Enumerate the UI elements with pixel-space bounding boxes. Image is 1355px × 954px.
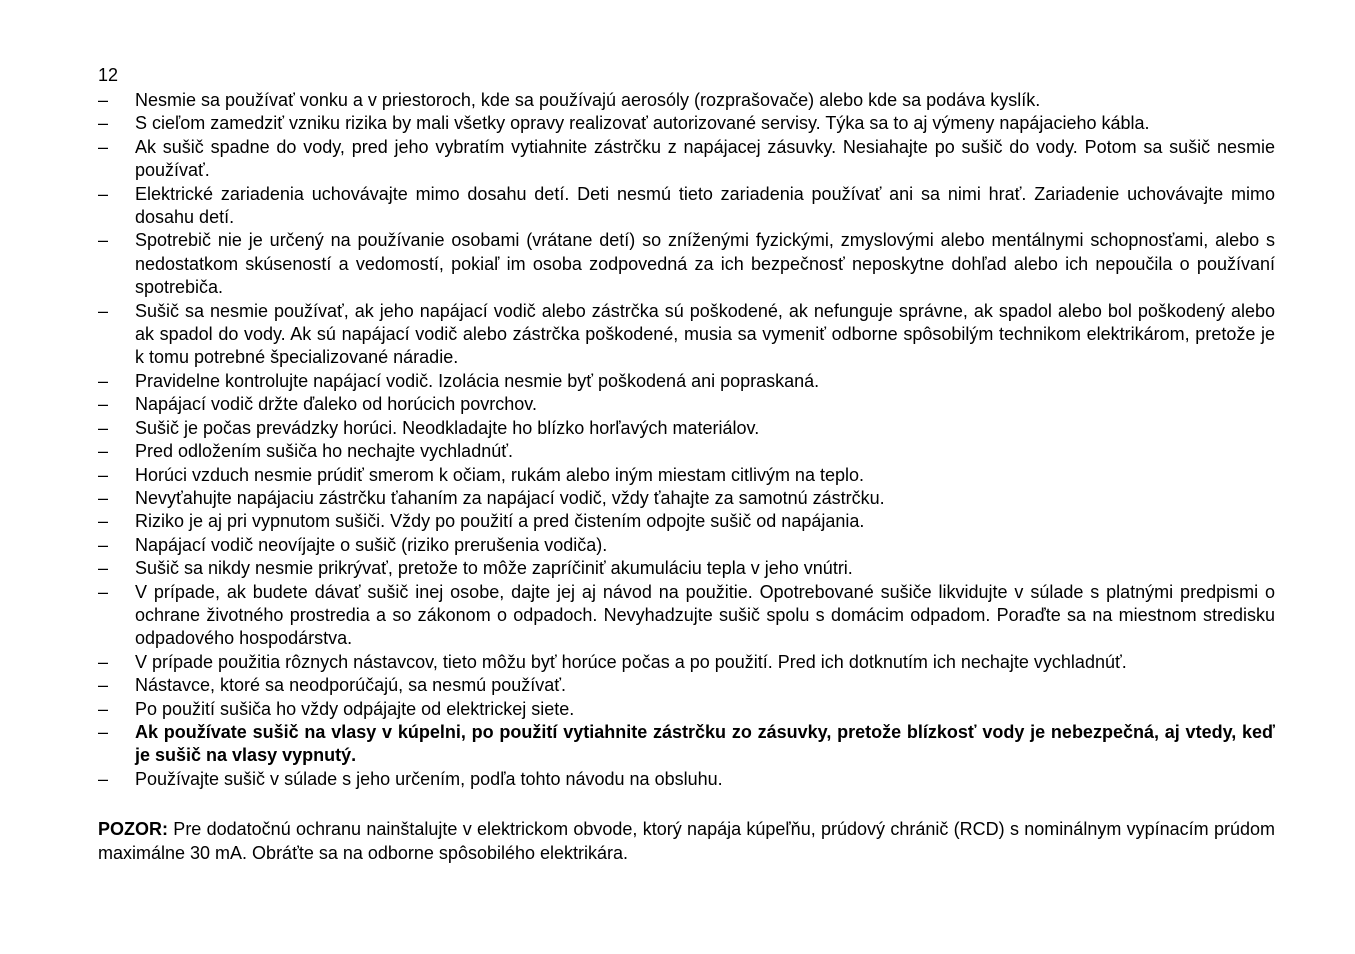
list-item — [98, 112, 1275, 135]
dash-bullet-icon: – — [98, 370, 109, 391]
list-item-text: Ak sušič spadne do vody, pred jeho vybratím vytiahnite zástrčku z napájacej zásuvky. Nesiahajte po sušič do vody. Potom sa sušič nesmie používať. — [135, 136, 1275, 181]
list-item — [98, 300, 1275, 370]
list-item — [98, 768, 1275, 791]
list-item — [98, 89, 1275, 112]
list-item-text: Sušič je počas prevádzky horúci. Neodkladajte ho blízko horľavých materiálov. — [135, 417, 760, 438]
list-item-text: Napájací vodič neovíjajte o sušič (riziko prerušenia vodiča). — [135, 534, 608, 555]
dash-bullet-icon: – — [98, 534, 109, 555]
list-item-text: Pred odložením sušiča ho nechajte vychladnúť. — [135, 441, 513, 462]
list-item-text: Po použití sušiča ho vždy odpájajte od elektrickej siete. — [135, 698, 575, 719]
list-item — [98, 183, 1275, 230]
list-item-text: Pravidelne kontrolujte napájací vodič. Izolácia nesmie byť poškodená ani popraskaná. — [135, 370, 820, 391]
list-item — [98, 393, 1275, 416]
page-number: 12 — [98, 65, 119, 85]
dash-bullet-icon: – — [98, 394, 109, 415]
list-item — [98, 229, 1275, 299]
list-item-text: Nevyťahujte napájaciu zástrčku ťahaním za napájací vodič, vždy ťahajte za samotnú zástrčku. — [135, 487, 885, 508]
dash-bullet-icon: – — [98, 511, 109, 532]
list-item — [98, 721, 1275, 768]
document-page — [98, 64, 1275, 883]
list-item-text: Sušič sa nesmie používať, ak jeho napájací vodič alebo zástrčka sú poškodené, ak nefunguje správne, ak spadol alebo bol poškodený alebo ak spadol do vody. Ak sú napájací vodič alebo zástrčka poškodené, musia sa vymeniť odborne spôsobilým technikom elektrikárom, pretože je k tomu potrebné špecializované náradie. — [135, 300, 1275, 368]
list-item — [98, 534, 1275, 557]
list-item — [98, 370, 1275, 393]
list-item-text: Sušič sa nikdy nesmie prikrývať, pretože to môže zapríčiniť akumuláciu tepla v jeho vnútri. — [135, 558, 853, 579]
list-item-text: Elektrické zariadenia uchovávajte mimo dosahu detí. Deti nesmú tieto zariadenia používať ani sa nimi hrať. Zariadenie uchovávajte mimo dosahu detí. — [135, 183, 1275, 228]
warning-text: Pre dodatočnú ochranu nainštalujte v elektrickom obvode, ktorý napája kúpeľňu, prúdový chránič (RCD) s nominálnym vypínacím prúdom maximálne 30 mA. Obráťte sa na odborne spôsobilého elektrikára. — [98, 819, 1275, 863]
dash-bullet-icon: – — [98, 417, 109, 438]
dash-bullet-icon: – — [98, 698, 109, 719]
list-item — [98, 440, 1275, 463]
dash-bullet-icon: – — [98, 90, 109, 110]
list-item — [98, 510, 1275, 533]
list-item — [98, 674, 1275, 697]
list-item-text: Spotrebič nie je určený na používanie osobami (vrátane detí) so zníženými fyzickými, zmyslovými alebo mentálnymi schopnosťami, alebo s nedostatkom skúseností a vedomostí, pokiaľ im osoba zodpovedná za ich bezpečnosť neposkytne dohľad alebo ich nepoučila o používaní spotrebiča. — [135, 230, 1275, 298]
list-item — [98, 417, 1275, 440]
list-item — [98, 651, 1275, 674]
dash-bullet-icon: – — [98, 464, 109, 485]
list-item-text: Nástavce, ktoré sa neodporúčajú, sa nesmú používať. — [135, 675, 566, 696]
list-item-text: Horúci vzduch nesmie prúdiť smerom k očiam, rukám alebo iným miestam citlivým na teplo. — [135, 464, 864, 485]
dash-bullet-icon: – — [98, 183, 109, 204]
dash-bullet-icon: – — [98, 113, 109, 134]
list-item — [98, 136, 1275, 183]
safety-instructions-list — [98, 89, 1275, 791]
list-item-text: Nesmie sa používať vonku a v priestoroch, kde sa používajú aerosóly (rozprašovače) alebo kde sa podáva kyslík. — [135, 90, 1041, 110]
dash-bullet-icon: – — [98, 651, 109, 672]
list-item-text: Používajte sušič v súlade s jeho určením, podľa tohto návodu na obsluhu. — [135, 768, 723, 789]
list-item — [98, 557, 1275, 580]
list-item-text: Ak používate sušič na vlasy v kúpelni, po použití vytiahnite zástrčku zo zásuvky, pretože blízkosť vody je nebezpečná, aj vtedy, keď je sušič na vlasy vypnutý. — [135, 721, 1275, 766]
dash-bullet-icon: – — [98, 581, 109, 602]
list-item — [98, 698, 1275, 721]
warning-label: POZOR: — [98, 819, 168, 840]
list-item-text: V prípade použitia rôznych nástavcov, tieto môžu byť horúce počas a po použití. Pred ich dotknutím ich nechajte vychladnúť. — [135, 651, 1127, 672]
warning-paragraph — [98, 818, 1275, 865]
list-item — [98, 464, 1275, 487]
list-item-text: Napájací vodič držte ďaleko od horúcich povrchov. — [135, 394, 537, 415]
list-item — [98, 581, 1275, 651]
dash-bullet-icon: – — [98, 300, 109, 321]
list-item — [98, 487, 1275, 510]
list-item-text: Riziko je aj pri vypnutom sušiči. Vždy po použití a pred čistením odpojte sušič od napájania. — [135, 511, 865, 532]
dash-bullet-icon: – — [98, 441, 109, 462]
dash-bullet-icon: – — [98, 721, 109, 742]
dash-bullet-icon: – — [98, 136, 109, 157]
dash-bullet-icon: – — [98, 558, 109, 579]
dash-bullet-icon: – — [98, 487, 109, 508]
list-item-text: S cieľom zamedziť vzniku rizika by mali všetky opravy realizovať autorizované servisy. Týka sa to aj výmeny napájacieho kábla. — [135, 113, 1150, 134]
list-item-text: V prípade, ak budete dávať sušič inej osobe, dajte jej aj návod na použitie. Opotrebované sušiče likvidujte v súlade s platnými predpismi o ochrane životného prostredia a so zákonom o odpadoch. Nevyhadzujte sušič spolu s domácim odpadom. Poraďte sa na miestnom stredisku odpadového hospodárstva. — [135, 581, 1275, 649]
dash-bullet-icon: – — [98, 768, 109, 789]
dash-bullet-icon: – — [98, 675, 109, 696]
dash-bullet-icon: – — [98, 230, 109, 251]
